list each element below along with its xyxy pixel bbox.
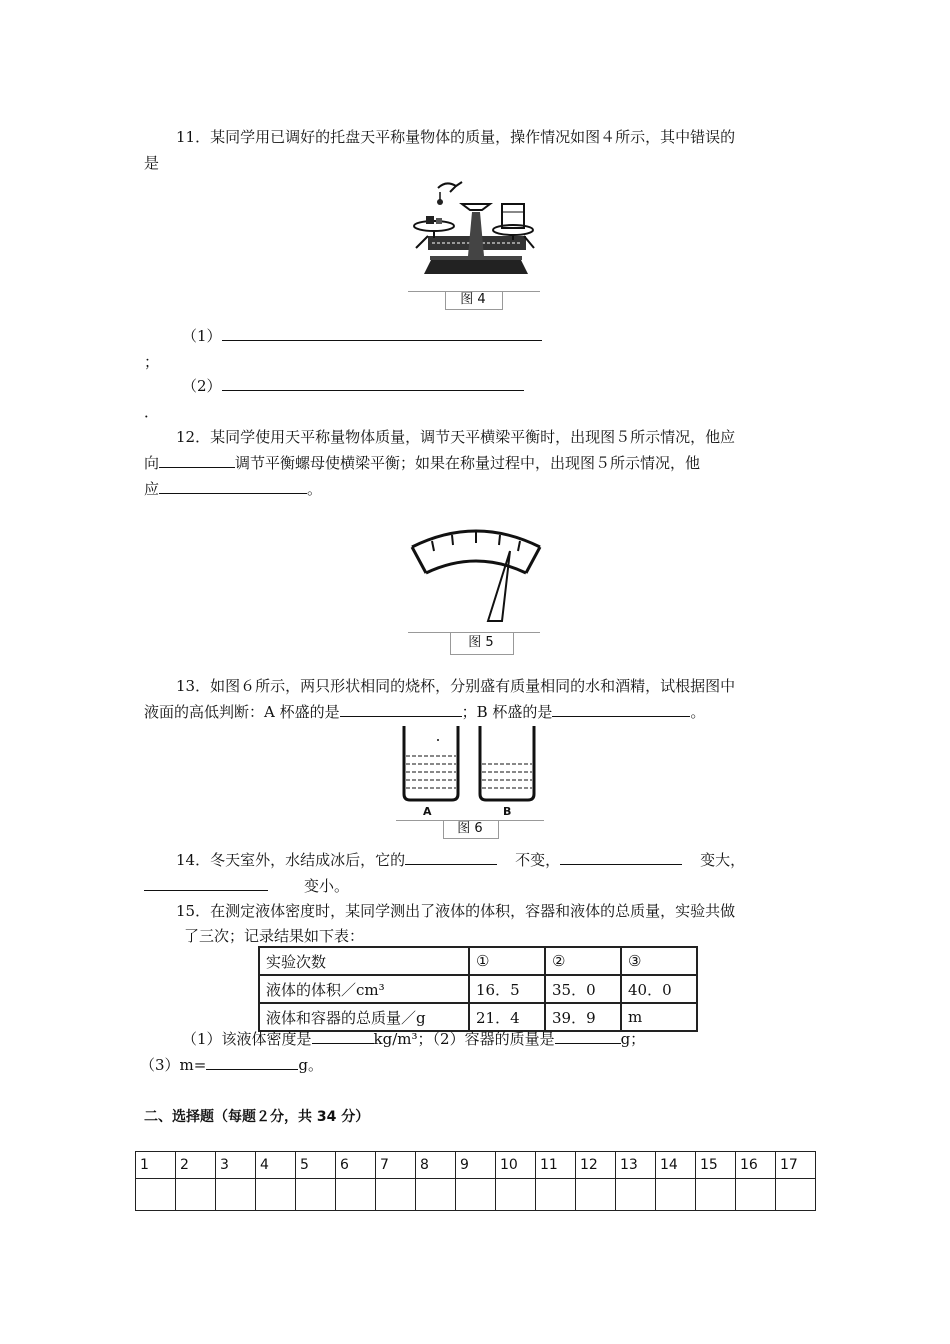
table-cell: 液体和容器的总质量／g <box>259 1003 469 1031</box>
answer-number-cell: 1 <box>136 1152 176 1179</box>
answer-input-cell[interactable] <box>696 1179 736 1211</box>
q15-blank-density[interactable] <box>312 1029 374 1044</box>
answer-number-cell: 9 <box>456 1152 496 1179</box>
q11-blank2[interactable] <box>222 376 524 391</box>
table-row <box>259 1003 697 1031</box>
q13-line2: 液面的高低判断：A 杯盛的是 ；B 杯盛的是 。 <box>144 703 706 721</box>
fig4-caption: 图 4 <box>460 292 486 307</box>
answer-input-cell[interactable] <box>416 1179 456 1211</box>
q14-blank2[interactable] <box>560 850 682 865</box>
table-cell: 液体的体积／cm³ <box>259 975 469 1003</box>
answer-grid <box>135 1151 816 1211</box>
table-cell: m <box>621 1003 697 1031</box>
table-cell: 39．9 <box>545 1003 621 1031</box>
answer-number-cell: 12 <box>576 1152 616 1179</box>
answer-input-cell[interactable] <box>616 1179 656 1211</box>
answer-input-cell[interactable] <box>376 1179 416 1211</box>
table-cell: 35．0 <box>545 975 621 1003</box>
q15-data-table <box>258 946 698 1032</box>
section2-title: 二、选择题（每题２分，共 34 分） <box>144 1109 370 1125</box>
q12-line3: 应 。 <box>144 480 323 498</box>
q14-blank1[interactable] <box>405 850 497 865</box>
answer-blank-row <box>136 1179 816 1211</box>
q11-item1-end: ； <box>144 353 160 371</box>
answer-number-cell: 2 <box>176 1152 216 1179</box>
answer-number-cell: 8 <box>416 1152 456 1179</box>
table-row <box>259 975 697 1003</box>
q11-text-cont: 是 <box>144 154 160 172</box>
q12-line2: 向 调节平衡螺母使横梁平衡；如果在称量过程中，出现图５所示情况，他 <box>144 454 701 472</box>
q13-blank-b[interactable] <box>552 702 690 717</box>
answer-input-cell[interactable] <box>656 1179 696 1211</box>
answer-number-cell: 4 <box>256 1152 296 1179</box>
answer-number-cell: 13 <box>616 1152 656 1179</box>
answer-number-cell: 7 <box>376 1152 416 1179</box>
q11-item2-end: ． <box>144 403 160 421</box>
answer-number-cell: 6 <box>336 1152 376 1179</box>
answer-input-cell[interactable] <box>256 1179 296 1211</box>
q15-blank-container[interactable] <box>555 1029 621 1044</box>
balance-figure <box>410 178 540 286</box>
answer-number-cell: 15 <box>696 1152 736 1179</box>
answer-input-cell[interactable] <box>576 1179 616 1211</box>
q15-sub2: （3）m= g。 <box>140 1056 323 1074</box>
answer-number-cell: 17 <box>776 1152 816 1179</box>
q13-blank-a[interactable] <box>340 702 462 717</box>
answer-number-row <box>136 1152 816 1179</box>
answer-number-cell: 10 <box>496 1152 536 1179</box>
answer-number-cell: 5 <box>296 1152 336 1179</box>
answer-input-cell[interactable] <box>136 1179 176 1211</box>
cup-a-label: A <box>423 805 432 818</box>
q14-line2: 变小。 <box>144 876 349 896</box>
beakers-figure <box>398 726 538 820</box>
q14-blank3[interactable] <box>144 876 268 891</box>
answer-input-cell[interactable] <box>736 1179 776 1211</box>
q15-line1: 15．在测定液体密度时，某同学测出了液体的体积，容器和液体的总质量，实验共做 <box>176 902 736 920</box>
table-row <box>259 947 697 975</box>
q14-line1: 14．冬天室外，水结成冰后，它的 不变， 变大， <box>176 851 746 869</box>
answer-input-cell[interactable] <box>456 1179 496 1211</box>
table-cell: 16．5 <box>469 975 545 1003</box>
answer-number-cell: 3 <box>216 1152 256 1179</box>
q11-text: 11．某同学用已调好的托盘天平称量物体的质量，操作情况如图４所示，其中错误的 <box>176 128 736 146</box>
table-cell: ② <box>545 947 621 975</box>
answer-input-cell[interactable] <box>216 1179 256 1211</box>
answer-number-cell: 16 <box>736 1152 776 1179</box>
q15-line2: 了三次；记录结果如下表： <box>184 927 365 945</box>
table-cell: ① <box>469 947 545 975</box>
q15-sub1: （1）该液体密度是 kg/m³；（2）容器的质量是 g； <box>182 1030 646 1048</box>
q11-item2: （2） <box>182 376 524 396</box>
fig5-caption: 图 5 <box>468 635 494 650</box>
answer-input-cell[interactable] <box>296 1179 336 1211</box>
q11-item1: （1） <box>182 326 542 346</box>
answer-input-cell[interactable] <box>176 1179 216 1211</box>
dial-figure <box>410 525 542 627</box>
q15-blank-m[interactable] <box>206 1055 298 1070</box>
q12-line1: 12．某同学使用天平称量物体质量，调节天平横梁平衡时，出现图５所示情况，他应 <box>176 428 736 446</box>
answer-number-cell: 14 <box>656 1152 696 1179</box>
q12-blank2[interactable] <box>159 479 307 494</box>
answer-input-cell[interactable] <box>776 1179 816 1211</box>
q11-blank1[interactable] <box>222 326 542 341</box>
answer-input-cell[interactable] <box>336 1179 376 1211</box>
cup-b-label: B <box>503 805 512 818</box>
table-cell: 实验次数 <box>259 947 469 975</box>
answer-input-cell[interactable] <box>536 1179 576 1211</box>
answer-input-cell[interactable] <box>496 1179 536 1211</box>
q12-blank1[interactable] <box>159 453 235 468</box>
table-cell: ③ <box>621 947 697 975</box>
q13-line1: 13．如图６所示，两只形状相同的烧杯，分别盛有质量相同的水和酒精，试根据图中 <box>176 677 736 695</box>
table-cell: 40．0 <box>621 975 697 1003</box>
table-cell: 21．4 <box>469 1003 545 1031</box>
fig6-caption: 图 6 <box>457 821 483 836</box>
answer-number-cell: 11 <box>536 1152 576 1179</box>
